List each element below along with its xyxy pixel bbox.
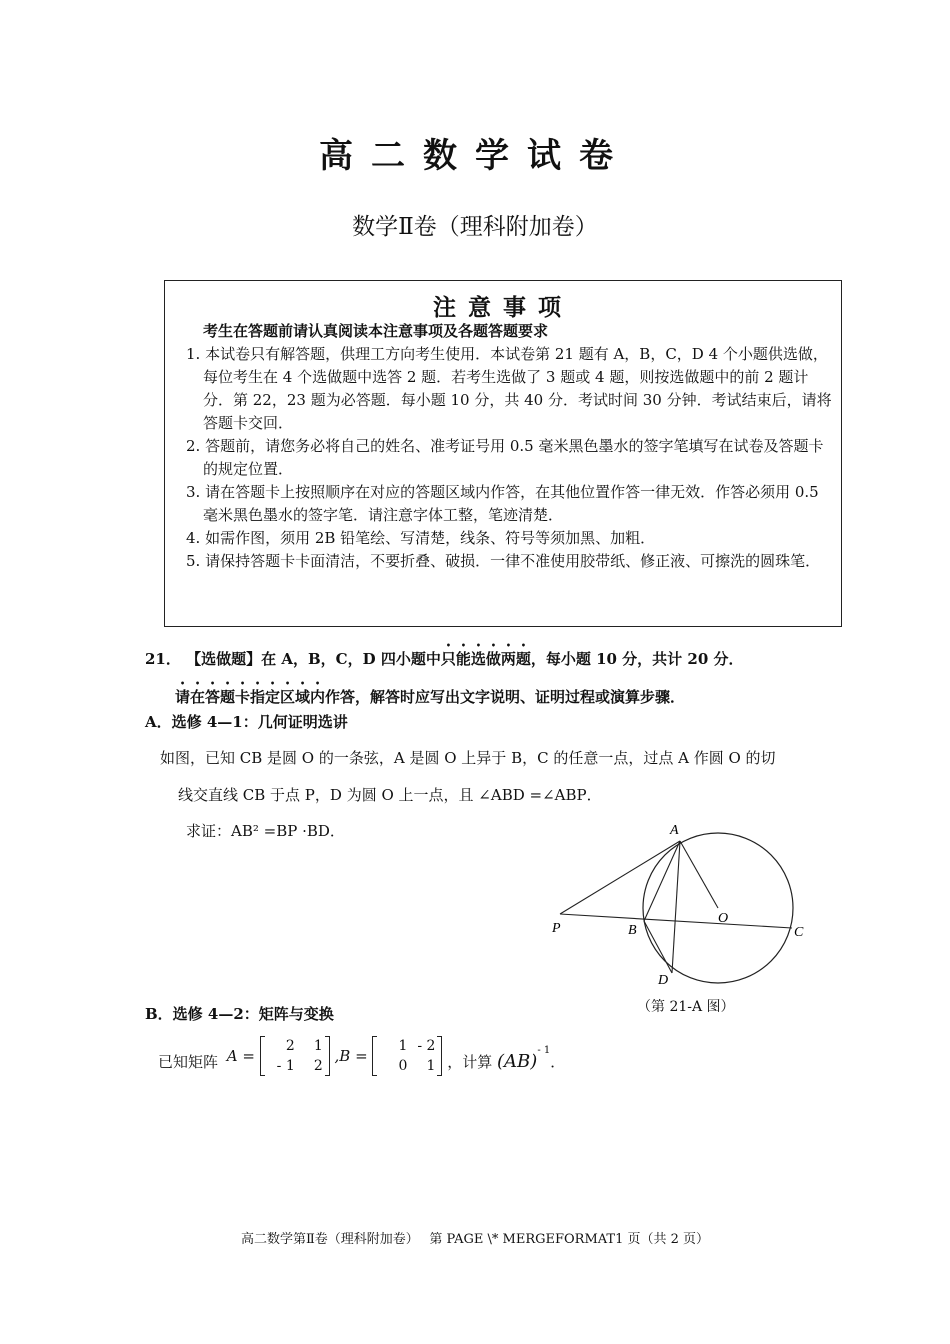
label-a: A bbox=[670, 823, 679, 838]
q21-line2 bbox=[175, 678, 685, 707]
partA-heading: A．选修 4—1：几何证明选讲 bbox=[145, 713, 348, 731]
radius-ao bbox=[680, 841, 718, 908]
segment-ab bbox=[644, 841, 680, 921]
matrix-cell: 1 bbox=[398, 1038, 408, 1054]
q21-text-before: 在 A，B，C，D 四小题中 bbox=[261, 650, 441, 668]
matrix-cell: 0 bbox=[398, 1058, 408, 1074]
partB-statement bbox=[158, 1036, 565, 1076]
partB-heading: B．选修 4—2：矩阵与变换 bbox=[145, 1005, 334, 1023]
matrix-cell: - 1 bbox=[276, 1058, 295, 1074]
matrix-a-row bbox=[267, 1036, 323, 1056]
segment-ad bbox=[672, 841, 680, 973]
partA-line2: 线交直线 CB 于点 P，D 为圆 O 上一点，且 ∠ABD =∠ABP． bbox=[178, 786, 602, 804]
matrix-b-name: ,B = bbox=[334, 1047, 368, 1065]
notice-item-4: 4. 如需作图，须用 2B 铅笔绘、写清楚，线条、符号等须加黑、加粗． bbox=[186, 529, 656, 547]
partB-exponent: - 1 bbox=[537, 1045, 551, 1056]
notice-list bbox=[175, 343, 833, 573]
label-b: B bbox=[628, 923, 637, 938]
page-title: 高二数学试卷 bbox=[319, 136, 631, 176]
q21-text-after: ，每小题 10 分，共计 20 分． bbox=[530, 650, 744, 668]
matrix-cell: 1 bbox=[313, 1038, 323, 1054]
matrix-b bbox=[372, 1036, 442, 1076]
q21-number: 21． bbox=[145, 650, 181, 668]
q21-line1 bbox=[145, 640, 744, 669]
partA-line3: 求证：AB² =BP ·BD． bbox=[186, 822, 345, 840]
q21-line2-rest: 作答，解答时应写出文字说明、证明过程或演算步骤． bbox=[325, 688, 686, 706]
figure-caption: （第 21-A 图） bbox=[637, 999, 735, 1015]
matrix-a bbox=[260, 1036, 330, 1076]
notice-heading: 注意事项 bbox=[433, 295, 573, 321]
partB-expr: (AB) bbox=[497, 1051, 538, 1072]
label-d: D bbox=[658, 973, 669, 988]
geometry-figure bbox=[540, 818, 820, 1018]
notice-box bbox=[164, 280, 842, 627]
tangent-line-pa bbox=[560, 841, 680, 914]
segment-bd bbox=[644, 921, 672, 973]
q21-line2-emphasis: 请在答题卡指定区域内 bbox=[175, 688, 326, 706]
notice-item-1: 1. 本试卷只有解答题，供理工方向考生使用．本试卷第 21 题有 A，B，C，D 4 个小题供选做，每位考生在 4 个选做题中选答 2 题．若考生选做了 3 题或 4 题，则按选做题中的前 2 题计分．第 22，23 题为必答题．每小题 10 分，共 40 分．考试时间 30 分钟．考试结束后，请将答题卡交回． bbox=[186, 345, 832, 432]
partB-suffix: ，计算 bbox=[447, 1053, 493, 1071]
matrix-b-row bbox=[379, 1036, 435, 1056]
matrix-a-row bbox=[267, 1056, 323, 1076]
matrix-b-row bbox=[379, 1056, 435, 1076]
label-o: O bbox=[718, 911, 729, 926]
partB-end: ． bbox=[550, 1053, 566, 1071]
matrix-cell: 1 bbox=[426, 1058, 436, 1074]
matrix-cell: - 2 bbox=[417, 1038, 436, 1054]
notice-intro: 考生在答题前请认真阅读本注意事项及各题答题要求 bbox=[203, 322, 549, 340]
matrix-cell: 2 bbox=[313, 1058, 323, 1074]
page-footer: 高二数学第Ⅱ卷（理科附加卷） 第 PAGE \* MERGEFORMAT1 页（共 2 页） bbox=[240, 1232, 710, 1247]
notice-item-3: 3. 请在答题卡上按照顺序在对应的答题区域内作答，在其他位置作答一律无效．作答必须用 0.5 毫米黑色墨水的签字笔．请注意字体工整，笔迹清楚． bbox=[186, 483, 819, 524]
secant-line-pc bbox=[560, 914, 792, 928]
q21-tag: 【选做题】 bbox=[186, 650, 262, 668]
label-p: P bbox=[552, 921, 561, 936]
matrix-cell: 2 bbox=[285, 1038, 295, 1054]
partA-line1: 如图，已知 CB 是圆 O 的一条弦，A 是圆 O 上异于 B，C 的任意一点，过点 A 作圆 O 的切 bbox=[160, 749, 776, 767]
notice-item-2: 2. 答题前，请您务必将自己的姓名、准考证号用 0.5 毫米黑色墨水的签字笔填写在试卷及答题卡的规定位置． bbox=[186, 437, 824, 478]
notice-item-5: 5. 请保持答题卡卡面清洁，不要折叠、破损．一律不准使用胶带纸、修正液、可擦洗的圆珠笔． bbox=[186, 552, 821, 570]
label-c: C bbox=[794, 925, 804, 940]
partB-prefix: 已知矩阵 bbox=[158, 1053, 219, 1071]
page-subtitle: 数学Ⅱ卷（理科附加卷） bbox=[352, 214, 598, 240]
matrix-a-name: A = bbox=[226, 1047, 255, 1065]
q21-emphasis: 只能选做两题 bbox=[440, 650, 531, 668]
